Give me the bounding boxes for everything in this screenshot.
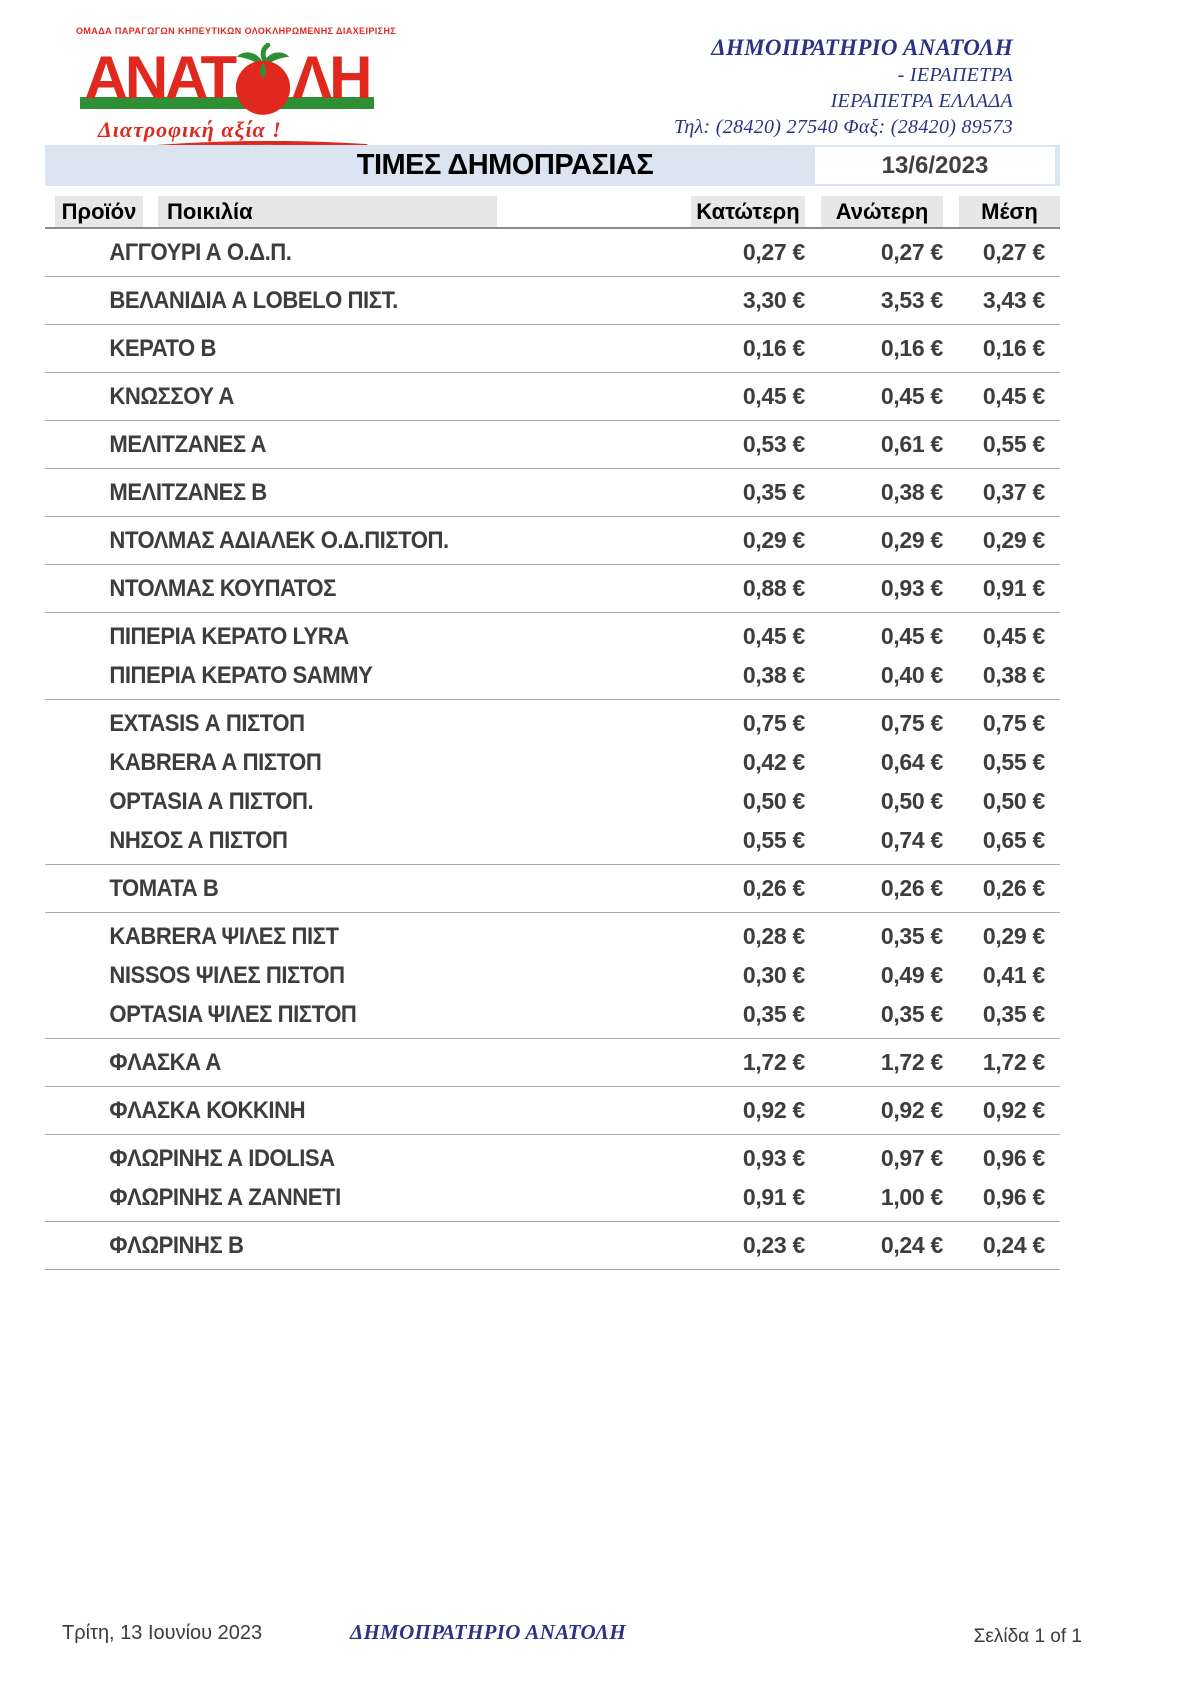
- table-row-group: [45, 517, 1060, 565]
- price-high-cell: 0,92 €: [880, 1097, 943, 1123]
- product-variety-cell: ΦΛΑΣΚΑ ΚΟΚΚΙΝΗ: [109, 1097, 306, 1124]
- product-variety-cell: ΝΗΣΟΣ Α ΠΙΣΤΟΠ: [109, 827, 288, 854]
- price-avg-cell: 1,72 €: [982, 1049, 1045, 1075]
- price-low-cell: 0,42 €: [742, 749, 805, 775]
- price-low-cell: 0,88 €: [742, 575, 805, 601]
- table-row-group: [45, 277, 1060, 325]
- column-header-high: Ανώτερη: [821, 196, 943, 227]
- price-low-cell: 0,45 €: [742, 383, 805, 409]
- product-variety-cell: ΜΕΛΙΤΖΑΝΕΣ Β: [109, 479, 267, 506]
- logo-brand: [76, 37, 378, 117]
- price-avg-cell: 0,45 €: [982, 623, 1045, 649]
- table-row: [45, 995, 1060, 1034]
- price-low-cell: 0,75 €: [742, 710, 805, 736]
- table-row: [45, 329, 1060, 368]
- price-high-cell: 0,75 €: [880, 710, 943, 736]
- product-variety-cell: ΜΕΛΙΤΖΑΝΕΣ Α: [109, 431, 266, 458]
- column-header-product: Προϊόν: [55, 196, 143, 227]
- price-high-cell: 0,24 €: [880, 1232, 943, 1258]
- footer-org-name: ΔΗΜΟΠΡΑΤΗΡΙΟ ΑΝΑΤΟΛΗ: [350, 1620, 627, 1644]
- tomato-icon: [232, 43, 294, 117]
- price-avg-cell: 0,35 €: [982, 1001, 1045, 1027]
- logo-tagline-bottom: Διατροφική αξία !: [98, 117, 282, 142]
- price-low-cell: 0,55 €: [742, 827, 805, 853]
- price-avg-cell: 0,55 €: [982, 749, 1045, 775]
- product-variety-cell: ΝΤΟΛΜΑΣ ΑΔΙΑΛΕΚ Ο.Δ.ΠΙΣΤΟΠ.: [109, 527, 449, 554]
- logo-wordmark-right: ΛΗ: [292, 44, 370, 111]
- price-high-cell: 0,26 €: [880, 875, 943, 901]
- product-variety-cell: ΦΛΑΣΚΑ Α: [109, 1049, 221, 1076]
- price-low-cell: 3,30 €: [742, 287, 805, 313]
- price-low-cell: 0,93 €: [742, 1145, 805, 1171]
- title-bar: [45, 145, 1060, 186]
- table-row-group: [45, 229, 1060, 277]
- table-row: [45, 617, 1060, 656]
- letterhead-phone-fax: Τηλ: (28420) 27540 Φαξ: (28420) 89573: [674, 116, 1013, 138]
- price-high-cell: 0,35 €: [880, 1001, 943, 1027]
- price-low-cell: 0,35 €: [742, 479, 805, 505]
- letterhead-org-name: ΔΗΜΟΠΡΑΤΗΡΙΟ ΑΝΑΤΟΛΗ: [711, 35, 1013, 60]
- table-row-group: [45, 613, 1060, 700]
- table-row: [45, 743, 1060, 782]
- price-high-cell: 0,50 €: [880, 788, 943, 814]
- product-variety-cell: ΠΙΠΕΡΙΑ ΚΕΡΑΤΟ SAMMY: [109, 662, 373, 689]
- price-high-cell: 1,00 €: [880, 1184, 943, 1210]
- table-row-group: [45, 421, 1060, 469]
- price-low-cell: 0,91 €: [742, 1184, 805, 1210]
- table-row-group: [45, 565, 1060, 613]
- price-high-cell: 0,74 €: [880, 827, 943, 853]
- table-row-group: [45, 469, 1060, 517]
- table-row-group: [45, 913, 1060, 1039]
- table-row: [45, 782, 1060, 821]
- price-low-cell: 0,26 €: [742, 875, 805, 901]
- price-high-cell: 0,40 €: [880, 662, 943, 688]
- logo-wordmark: [76, 37, 378, 111]
- product-variety-cell: ΦΛΩΡΙΝΗΣ Α IDOLISA: [109, 1145, 335, 1172]
- product-variety-cell: ΦΛΩΡΙΝΗΣ Β: [109, 1232, 244, 1259]
- product-variety-cell: ΦΛΩΡΙΝΗΣ Α ΖΑΝΝΕΤΙ: [109, 1184, 341, 1211]
- price-low-cell: 0,23 €: [742, 1232, 805, 1258]
- price-avg-cell: 0,45 €: [982, 383, 1045, 409]
- price-low-cell: 0,29 €: [742, 527, 805, 553]
- table-row: [45, 821, 1060, 860]
- table-row-group: [45, 1135, 1060, 1222]
- price-high-cell: 1,72 €: [880, 1049, 943, 1075]
- price-low-cell: 0,50 €: [742, 788, 805, 814]
- price-low-cell: 0,30 €: [742, 962, 805, 988]
- product-variety-cell: ΒΕΛΑΝΙΔΙΑ Α LOBELO ΠΙΣΤ.: [109, 287, 398, 314]
- price-avg-cell: 0,50 €: [982, 788, 1045, 814]
- column-header-variety: Ποικιλία: [158, 196, 497, 227]
- product-variety-cell: NISSOS ΨΙΛΕΣ ΠΙΣΤΟΠ: [109, 962, 345, 989]
- price-avg-cell: 0,16 €: [982, 335, 1045, 361]
- price-avg-cell: 0,75 €: [982, 710, 1045, 736]
- table-row-group: [45, 1087, 1060, 1135]
- table-row: [45, 281, 1060, 320]
- price-high-cell: 0,93 €: [880, 575, 943, 601]
- table-row: [45, 1178, 1060, 1217]
- anatoli-logo: [76, 26, 397, 157]
- table-row: [45, 425, 1060, 464]
- price-avg-cell: 0,41 €: [982, 962, 1045, 988]
- product-variety-cell: ΚΝΩΣΣΟΥ Α: [109, 383, 234, 410]
- price-high-cell: 0,61 €: [880, 431, 943, 457]
- price-low-cell: 0,92 €: [742, 1097, 805, 1123]
- price-avg-cell: 0,24 €: [982, 1232, 1045, 1258]
- product-variety-cell: OPTASIA Α ΠΙΣΤΟΠ.: [109, 788, 314, 815]
- price-high-cell: 3,53 €: [880, 287, 943, 313]
- price-high-cell: 0,49 €: [880, 962, 943, 988]
- product-variety-cell: ΑΓΓΟΥΡΙ Α Ο.Δ.Π.: [109, 239, 292, 266]
- price-high-cell: 0,97 €: [880, 1145, 943, 1171]
- product-variety-cell: KABRERA Α ΠΙΣΤΟΠ: [109, 749, 322, 776]
- product-variety-cell: ΤΟΜΑΤΑ Β: [109, 875, 219, 902]
- column-header-avg: Μέση: [959, 196, 1060, 227]
- product-variety-cell: KABRERA ΨΙΛΕΣ ΠΙΣΤ: [109, 923, 339, 950]
- price-avg-cell: 0,96 €: [982, 1184, 1045, 1210]
- table-row: [45, 956, 1060, 995]
- table-row-group: [45, 865, 1060, 913]
- logo-tagline-top: ΟΜΑΔΑ ΠΑΡΑΓΩΓΩΝ ΚΗΠΕΥΤΙΚΩΝ ΟΛΟΚΛΗΡΩΜΕΝΗΣ ΔΙΑΧΕΙΡΙΣΗΣ: [76, 26, 397, 36]
- table-row: [45, 1139, 1060, 1178]
- price-low-cell: 0,16 €: [742, 335, 805, 361]
- auction-date: 13/6/2023: [815, 147, 1055, 184]
- table-row: [45, 233, 1060, 272]
- table-row: [45, 521, 1060, 560]
- table-row-group: [45, 325, 1060, 373]
- table-row: [45, 377, 1060, 416]
- price-avg-cell: 0,55 €: [982, 431, 1045, 457]
- price-high-cell: 0,38 €: [880, 479, 943, 505]
- price-low-cell: 0,38 €: [742, 662, 805, 688]
- price-high-cell: 0,45 €: [880, 623, 943, 649]
- footer-page-number: Σελίδα 1 of 1: [973, 1626, 1082, 1647]
- price-avg-cell: 0,29 €: [982, 923, 1045, 949]
- price-low-cell: 0,53 €: [742, 431, 805, 457]
- table-row: [45, 656, 1060, 695]
- product-variety-cell: ΠΙΠΕΡΙΑ ΚΕΡΑΤΟ LYRA: [109, 623, 349, 650]
- price-avg-cell: 0,27 €: [982, 239, 1045, 265]
- column-header-low: Κατώτερη: [691, 196, 805, 227]
- table-row: [45, 1043, 1060, 1082]
- table-row-group: [45, 373, 1060, 421]
- table-row-group: [45, 700, 1060, 865]
- price-table-body: [45, 229, 1060, 1270]
- table-row: [45, 1226, 1060, 1265]
- table-row: [45, 917, 1060, 956]
- table-header-left: [45, 196, 675, 227]
- price-avg-cell: 0,37 €: [982, 479, 1045, 505]
- letterhead-country: ΙΕΡΑΠΕΤΡΑ ΕΛΛΑΔΑ: [830, 90, 1013, 112]
- price-avg-cell: 0,91 €: [982, 575, 1045, 601]
- table-row: [45, 1091, 1060, 1130]
- price-avg-cell: 0,29 €: [982, 527, 1045, 553]
- price-high-cell: 0,27 €: [880, 239, 943, 265]
- product-variety-cell: ΚΕΡΑΤΟ Β: [109, 335, 216, 362]
- product-variety-cell: ΝΤΟΛΜΑΣ ΚΟΥΠΑΤΟΣ: [109, 575, 336, 602]
- letterhead-city: - ΙΕΡΑΠΕΤΡΑ: [897, 64, 1013, 86]
- price-high-cell: 0,16 €: [880, 335, 943, 361]
- price-low-cell: 0,27 €: [742, 239, 805, 265]
- price-high-cell: 0,45 €: [880, 383, 943, 409]
- product-variety-cell: OPTASIA ΨΙΛΕΣ ΠΙΣΤΟΠ: [109, 1001, 357, 1028]
- price-avg-cell: 0,65 €: [982, 827, 1045, 853]
- table-row: [45, 473, 1060, 512]
- table-row: [45, 869, 1060, 908]
- product-variety-cell: EXTASIS Α ΠΙΣΤΟΠ: [109, 710, 305, 737]
- price-low-cell: 0,28 €: [742, 923, 805, 949]
- table-row-group: [45, 1222, 1060, 1270]
- table-row: [45, 569, 1060, 608]
- price-avg-cell: 0,92 €: [982, 1097, 1045, 1123]
- price-avg-cell: 0,96 €: [982, 1145, 1045, 1171]
- price-high-cell: 0,35 €: [880, 923, 943, 949]
- table-header-row: [45, 196, 1060, 229]
- price-high-cell: 0,64 €: [880, 749, 943, 775]
- price-avg-cell: 0,26 €: [982, 875, 1045, 901]
- price-low-cell: 0,35 €: [742, 1001, 805, 1027]
- price-avg-cell: 0,38 €: [982, 662, 1045, 688]
- footer-date: Τρίτη, 13 Ιουνίου 2023: [62, 1622, 263, 1644]
- page-title: ΤΙΜΕΣ ΔΗΜΟΠΡΑΣΙΑΣ: [356, 149, 654, 181]
- price-low-cell: 1,72 €: [742, 1049, 805, 1075]
- price-high-cell: 0,29 €: [880, 527, 943, 553]
- table-row-group: [45, 1039, 1060, 1087]
- price-avg-cell: 3,43 €: [982, 287, 1045, 313]
- logo-wordmark-left: ΑΝΑΤ: [84, 44, 235, 111]
- table-row: [45, 704, 1060, 743]
- letterhead: [674, 34, 1013, 140]
- price-low-cell: 0,45 €: [742, 623, 805, 649]
